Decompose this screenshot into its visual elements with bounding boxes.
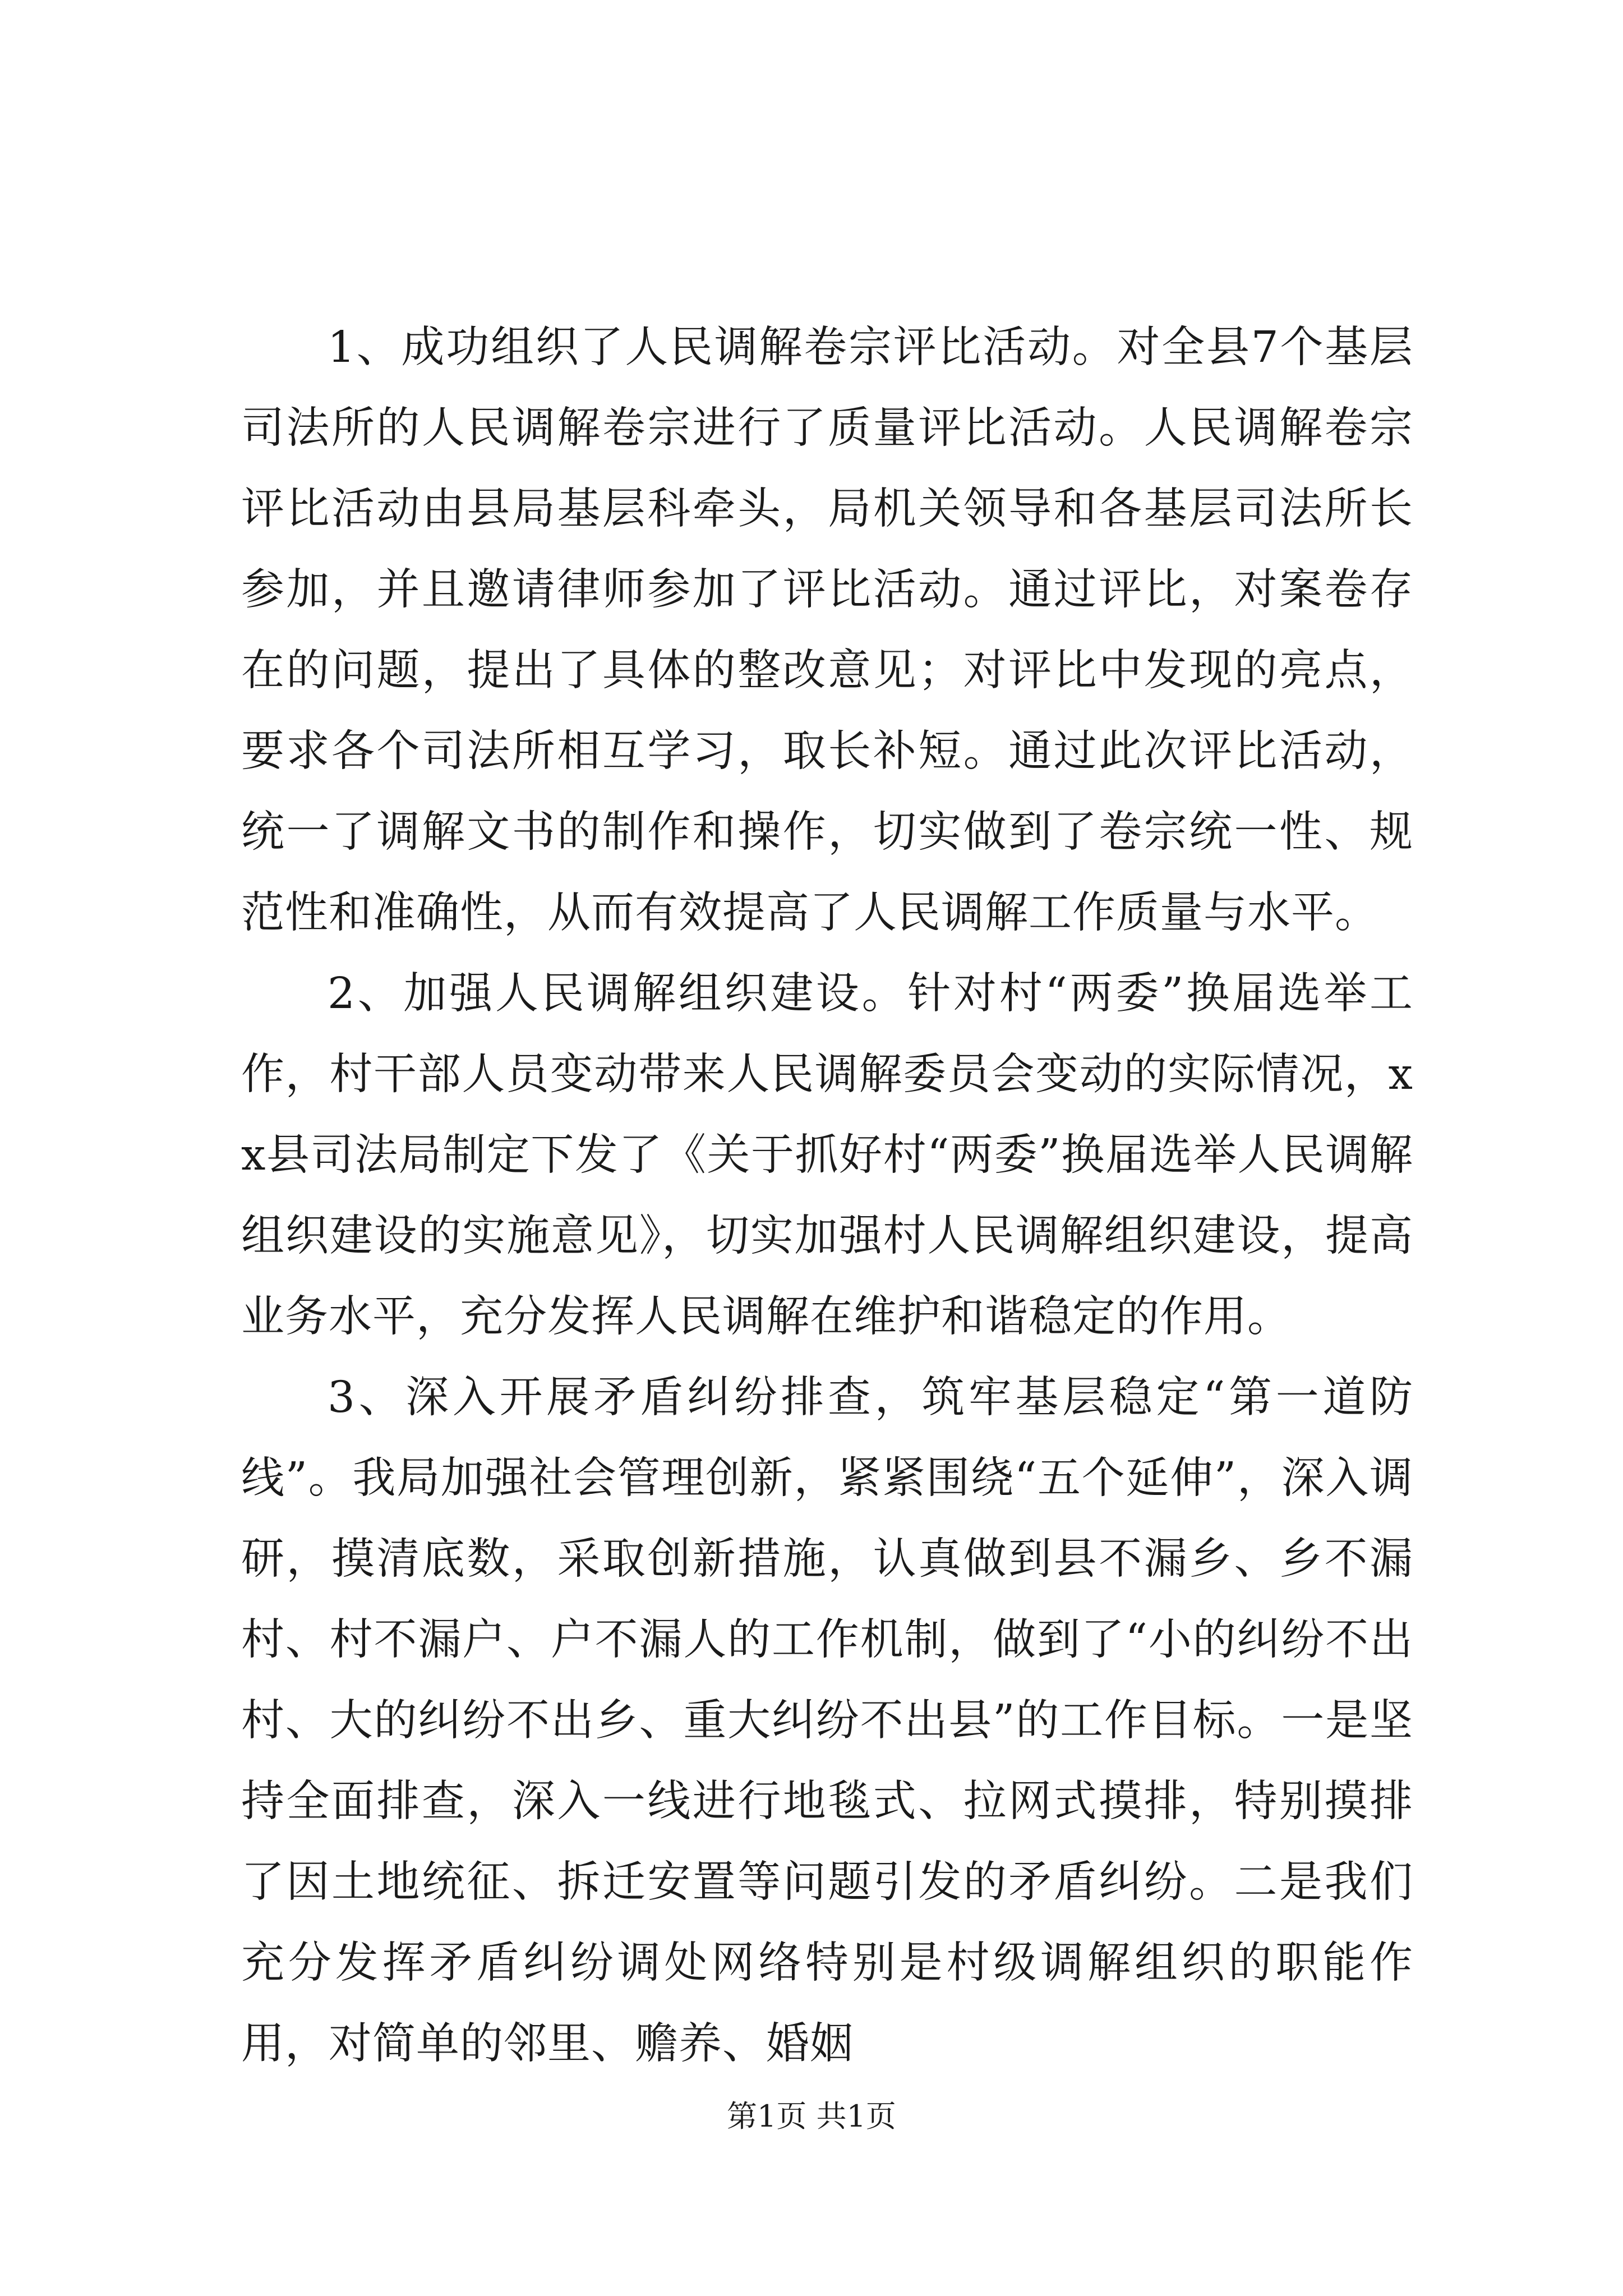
paragraph-1: 1、成功组织了人民调解卷宗评比活动。对全县7个基层司法所的人民调解卷宗进行了质量评比活动。人民调解卷宗评比活动由县局基层科牵头，局机关领导和各基层司法所长参加，并且邀请律师参加了评比活动。通过评比，对案卷存在的问题，提出了具体的整改意见；对评比中发现的亮点，要求各个司法所相互学习，取长补短。通过此次评比活动，统一了调解文书的制作和操作，切实做到了卷宗统一性、规范性和准确性，从而有效提高了人民调解工作质量与水平。: [241, 323, 1413, 938]
paragraph-2: 2、加强人民调解组织建设。针对村“两委”换届选举工作，村干部人员变动带来人民调解委员会变动的实际情况，xx县司法局制定下发了《关于抓好村“两委”换届选举人民调解组织建设的实施意见》，切实加强村人民调解组织建设，提高业务水平，充分发挥人民调解在维护和谐稳定的作用。: [241, 969, 1413, 1342]
document-body: [241, 307, 1413, 2085]
page-footer: 第1页 共1页: [727, 2099, 896, 2134]
paragraph-3: 3、深入开展矛盾纠纷排查，筑牢基层稳定“第一道防线”。我局加强社会管理创新，紧紧围绕“五个延伸”，深入调研，摸清底数，采取创新措施，认真做到县不漏乡、乡不漏村、村不漏户、户不漏人的工作机制，做到了“小的纠纷不出村、大的纠纷不出乡、重大纠纷不出县”的工作目标。一是坚持全面排查，深入一线进行地毯式、拉网式摸排，特别摸排了因土地统征、拆迁安置等问题引发的矛盾纠纷。二是我们充分发挥矛盾纠纷调处网络特别是村级调解组织的职能作用，对简单的邻里、赡养、婚姻: [241, 1373, 1413, 2069]
